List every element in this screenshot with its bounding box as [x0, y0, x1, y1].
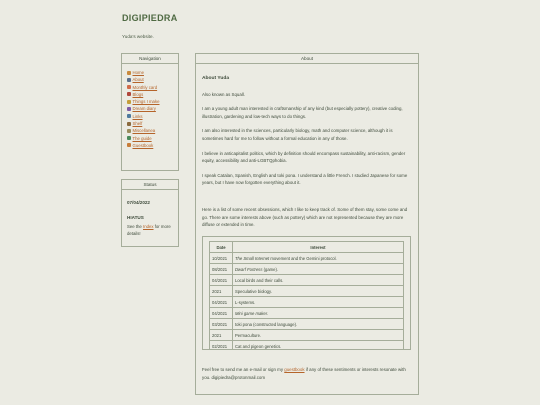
pencil-icon	[127, 143, 131, 147]
about-paragraph-interests: I am a young adult man interested in craftsmanship of any kind (but especially pottery), creative coding, illustration, gardening and low-tech ways to do things.	[202, 106, 403, 119]
about-panel	[195, 53, 419, 395]
about-header: About	[196, 54, 418, 64]
nav-link[interactable]: Home	[132, 70, 144, 75]
nav-link[interactable]: Shelf	[132, 121, 143, 127]
interest-text: Permaculture.	[235, 332, 262, 338]
status-date: 07/04/2022	[127, 200, 150, 205]
nav-item-blogs[interactable]	[127, 91, 178, 98]
nav-link[interactable]: Dream diary	[132, 106, 156, 112]
about-paragraph-politics: I believe in anticapitalist politics, which by definition should encompass sustainability, anti-racism, gender equity, accessibility and anti-LGBTQphobia.	[202, 150, 406, 164]
about-footer-post: if any of these sentiments or interests resonate with you. digipiedra@protonmail.com	[202, 367, 406, 380]
row-date: 2021	[210, 330, 233, 341]
interest-text: toki pona (constructed language).	[235, 321, 298, 327]
row-date: 03/2021	[210, 319, 233, 330]
table-row	[210, 330, 404, 341]
guestbook-link[interactable]: guestbook	[284, 367, 305, 372]
row-interest	[233, 308, 404, 319]
nav-item-dream-diary[interactable]	[127, 105, 178, 112]
table-row	[210, 341, 404, 351]
row-date: 02/2021	[210, 341, 233, 351]
moon-icon	[127, 107, 131, 111]
nav-item-the-guide[interactable]	[127, 135, 178, 142]
row-date: 08/2021	[210, 264, 233, 275]
about-footer-pre: Feel free to send me an e-mail or sign my	[202, 367, 285, 372]
table-row	[210, 319, 404, 330]
table-row	[210, 264, 404, 275]
status-text	[127, 223, 174, 237]
row-interest	[233, 330, 404, 341]
about-footer	[202, 366, 408, 381]
nav-link[interactable]: Links	[132, 113, 143, 119]
nav-link[interactable]: Miscellanea	[132, 128, 156, 134]
row-interest	[233, 253, 404, 264]
table-header-date: Date	[210, 242, 233, 253]
interest-text: Local birds and their calls.	[235, 277, 284, 283]
interest-text: L-systems.	[235, 299, 256, 305]
table-row	[210, 253, 404, 264]
nav-item-monthly-card[interactable]	[127, 84, 178, 91]
table-row	[210, 275, 404, 286]
interest-title: Mini game maker	[235, 310, 268, 316]
nav-link[interactable]: Blogs	[132, 91, 144, 97]
nav-item-guestbook[interactable]	[127, 142, 178, 149]
interest-text: Speculative biology.	[235, 288, 272, 294]
nav-item-home[interactable]	[127, 69, 178, 76]
obsessions-table	[209, 241, 404, 350]
table-row	[210, 308, 404, 319]
about-paragraph-languages: I speak Catalan, Spanish, English and toki pona. I understand a little French. I studied Japanese for some years, but I have now forgotten everything about it.	[202, 172, 408, 186]
row-interest	[233, 275, 404, 286]
status-hiatus: HIATUS	[127, 215, 144, 220]
interest-text: movement and the Gemini protocol.	[269, 255, 337, 261]
table-row	[210, 286, 404, 297]
row-date: 2021	[210, 286, 233, 297]
nav-item-links[interactable]	[127, 113, 178, 120]
nav-link[interactable]: Things I make	[132, 99, 160, 105]
row-interest	[233, 319, 404, 330]
interest-text: (game).	[262, 266, 279, 272]
nav-link[interactable]: Guestbook	[132, 142, 154, 148]
nav-item-shelf[interactable]	[127, 120, 178, 127]
row-date: 04/2021	[210, 297, 233, 308]
site-title: DIGIPIEDRA	[122, 13, 178, 23]
navigation-list	[122, 64, 178, 149]
about-body	[196, 75, 418, 229]
navigation-header: Navigation	[122, 54, 178, 64]
status-text-post: for more details!	[127, 224, 171, 236]
nav-link[interactable]: Monthly card	[132, 84, 158, 90]
row-date: 04/2021	[210, 275, 233, 286]
interest-title: The Small Internet	[235, 255, 270, 261]
nav-link[interactable]: About	[132, 77, 144, 83]
book-icon	[127, 92, 131, 96]
table-header-interest: Interest	[233, 242, 404, 253]
status-text-pre: See the	[127, 224, 144, 229]
link-icon	[127, 114, 131, 118]
palette-icon	[127, 100, 131, 104]
table-row	[210, 297, 404, 308]
interest-text: Cat and pigeon genetics.	[235, 343, 282, 349]
person-icon	[127, 78, 131, 82]
row-date: 10/2021	[210, 253, 233, 264]
status-header: Status	[122, 180, 178, 190]
status-panel	[121, 179, 179, 247]
obsessions-scrollbox[interactable]	[202, 236, 411, 350]
site-tagline: Yuda's website.	[122, 34, 154, 39]
about-paragraph-obsessions: Here is a list of some recent obsessions, which I like to keep track of. Some of them stay, some come and go. There are some interests above (such as pottery) which are not represented because they are more diffuse or extended in time.	[202, 206, 408, 228]
interest-title: Dwarf Fortress	[235, 266, 263, 272]
row-interest	[233, 286, 404, 297]
about-heading: About Yuda	[202, 76, 230, 81]
nav-item-things-i-make[interactable]	[127, 98, 178, 105]
about-aka: Also known as Squall.	[202, 91, 245, 97]
shelf-icon	[127, 122, 131, 126]
navigation-panel	[121, 53, 179, 171]
box-icon	[127, 129, 131, 133]
nav-link[interactable]: The guide	[132, 135, 152, 141]
nav-item-about[interactable]	[127, 76, 178, 83]
compass-icon	[127, 136, 131, 140]
house-icon	[127, 71, 131, 75]
about-paragraph-sciences: I am also interested in the sciences, particularly biology, math and computer science, although it is sometimes hard for me to follow without a formal education in any of those.	[202, 128, 393, 141]
row-date: 04/2021	[210, 308, 233, 319]
row-interest	[233, 264, 404, 275]
row-interest	[233, 341, 404, 351]
nav-item-miscellanea[interactable]	[127, 127, 178, 134]
row-interest	[233, 297, 404, 308]
card-icon	[127, 85, 131, 89]
interest-text: .	[267, 310, 269, 316]
status-index-link[interactable]: Index	[143, 224, 154, 229]
